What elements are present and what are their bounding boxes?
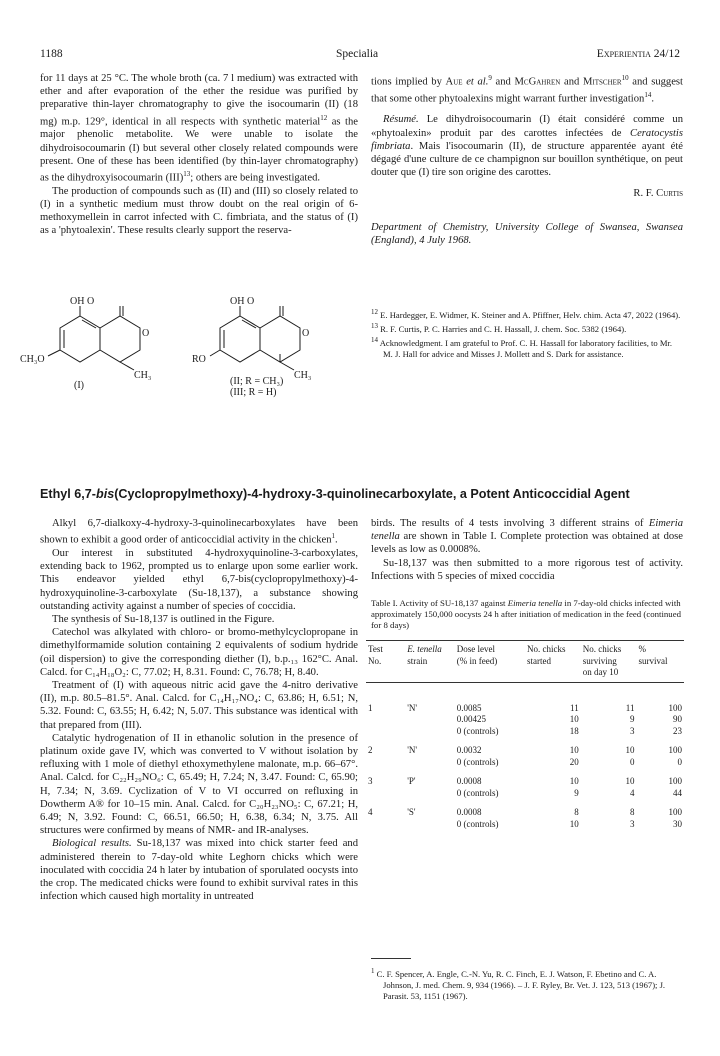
chemical-structures [20, 296, 350, 398]
structure-1-right-group: CH₃ [134, 370, 152, 381]
structure-1-top-label: OH O [70, 296, 95, 307]
paragraph: Treatment of (I) with aqueous nitric acid gave the 4-nitro derivative (II), m.p. 80.5–81.5°. Anal. Calcd. for C₁₄H₁₇NO₄: C, 63.86; H, 6.51; N, 5.32. Found: C, 63.55; H, 6.42; N, 5.07. This substance was identical with that prepared from (III). [40, 679, 358, 731]
table-row: 4 'S' 0.0008 0 (controls) 8 10 8 3 100 30 [368, 807, 682, 829]
table-row: 3 'P' 0.0008 0 (controls) 10 9 10 4 100 44 [368, 776, 682, 798]
structure-2 [210, 306, 300, 370]
journal-issue: Experientia 24/12 [596, 48, 680, 60]
affiliation: Department of Chemistry, University College of Swansea, Swansea (England), 4 July 1968. [371, 221, 683, 246]
table-row: 1 'N' 0.0085 0.00425 0 (controls) 11 10 18 11 9 3 100 90 23 [368, 702, 682, 736]
table-caption: Table I. Activity of SU-18,137 against Eimeria tenella in 7-day-old chicks infected with approximately 150,000 oocysts 24 h after initiation of medication in the feed (continued for 8 days) [371, 598, 682, 630]
bottom-left-column [40, 517, 358, 903]
structure-1-left-group: CH₃O [20, 354, 45, 365]
article-title: Ethyl 6,7-bis(Cyclopropylmethoxy)-4-hydroxy-3-quinolinecarboxylate, a Potent Anticoccidial Agent [40, 487, 630, 501]
footnote-1: $^1$ C. F. Spencer, A. Engle, C.-N. Yu, R. C. Finch, E. J. Watson, F. Ebetino and C. A. Johnson, J. med. Chem. 9, 934 (1966). – J. F. Ryley, Br. Vet. J. 123, 513 (1967); J. Parasit. 53, 1151 (1967). [371, 967, 666, 1001]
data-table [366, 640, 684, 830]
structure-2-left-group: RO [192, 354, 206, 365]
author: R. F. Curtis [633, 188, 683, 200]
structure-1-ring-oxygen: O [142, 328, 150, 339]
bottom-right-column [371, 517, 683, 583]
structure-1-label: (I) [74, 380, 84, 391]
structure-2-right-group: CH₃ [294, 370, 312, 381]
paragraph: Our interest in substituted 4-hydroxyquinoline-3-carboxylates, extending back to 1962, prompted us to enlarge upon some earlier work. This endeavor yielded ethyl 6,7-bis(cyclopropylmethoxy)-4-hydroxyquinoline-3-carboxylate (Su-18,137), a substance showing outstanding activity against a number of species of coccidia. [40, 547, 358, 612]
table-row: 2 'N' 0.0032 0 (controls) 10 20 10 0 100 0 [368, 745, 682, 767]
reference-12: $^{12}$ E. Hardegger, E. Widmer, K. Steiner and A. Pfiffner, Helv. chim. Acta 47, 2022 (1964). [371, 308, 681, 320]
structure-2-top-label: OH O [230, 296, 255, 307]
paragraph: for 11 days at 25 °C. The whole broth (ca. 7 l medium) was extracted with ether and after evaporation of the ether the residue was purified by preparative thin-layer chromatography to give the isocoumarin (II) (18 mg) m.p. 129°, identical in all respects with synthetic material$^{12}$ as the major phenolic metabolite. We were unable to isolate the dihydroisocoumarin (I) but several other closely related compounds were present. One of these has been identified (by thin-layer chromatography) as the dihydroxyisocoumarin (III)$^{13}$; others are being investigated. [40, 73, 358, 184]
paragraph: Biological results. Su-18,137 was mixed into chick starter feed and administered therein to 7-day-old white Leghorn chicks which were inoculated with coccidia 24 h later by intubation of sporulated oocysts into the crop. The medicated chicks were found to exhibit survival rates in this infection which caused high mortality in untreated [40, 838, 359, 903]
paragraph: The production of compounds such as (II) and (III) so closely related to (I) in a synthetic medium must throw doubt on the real origin of 6-methoxymellein in carrot infected with C. fimbriata, and the status of (I) as a 'phytoalexin'. These results clearly support the reserva- [40, 185, 358, 237]
paragraph: Catechol was alkylated with chloro- or bromo-methylcyclopropane in dimethylformamide solution containing 2 equivalents of sodium hydride (oil dispersion) to give the corresponding diether (I), b.p.₁₃ 162°C. Anal. Calcd. for C₁₄H₁₈O₂: C, 77.02; H, 8.31. Found: C, 76.78; H, 8.40. [40, 627, 358, 678]
paragraph: tions implied by Aue et al.$^9$ and McGahren and Mitscher$^{10}$ and suggest that some other phytoalexins might warrant further investigation$^{14}$. [371, 74, 683, 105]
reference-14: $^{14}$ Acknowledgment. I am grateful to Prof. C. H. Hassall for laboratory facilities, to Mr. M. J. Hall for advice and Misses J. Mollett and S. Dark for assistance. [371, 335, 673, 359]
section-name: Specialia [336, 48, 379, 60]
top-right-column [371, 72, 683, 247]
references-top [371, 307, 683, 360]
paragraph: Alkyl 6,7-dialkoxy-4-hydroxy-3-quinolinecarboxylates have been shown to exhibit a good order of anticoccidial activity in the chicken$^1$. [40, 518, 358, 546]
top-left-column [40, 72, 358, 238]
structure-2-ring-oxygen: O [302, 328, 310, 339]
page-number: 1188 [40, 48, 63, 60]
paragraph: The synthesis of Su-18,137 is outlined in the Figure. [52, 613, 275, 625]
footnote-rule [371, 958, 411, 959]
table-header-row: Test No. E. tenella strain Dose level (% in feed) No. chicks started No. chicks surviving on day 10 % survival [368, 644, 668, 677]
structure-2-label-2: (III; R = H) [230, 387, 277, 398]
resume-paragraph: Résumé. Le dihydroisocoumarin (I) était considéré comme un «phytoalexin» produit par des carottes infectées de Ceratocystis fimbriata. Mais l'isocoumarin (II), de structure apparentée ayant été dégagé d'une culture de ce champignon sur bouillon synthétique, on peut douter que (I) tire son origine des carottes. [371, 114, 683, 179]
structure-2-label-1: (II; R = CH₃) [230, 376, 284, 387]
paragraph: Su-18,137 was then submitted to a more rigorous test of activity. Infections with 5 species of mixed coccidia [371, 557, 683, 582]
structure-1 [48, 306, 140, 370]
paragraph: Catalytic hydrogenation of II in ethanolic solution in the presence of platinum oxide gave IV, which was converted to V without isolation by refluxing with 1 mole of diethyl ethoxymethylene malonate, m.p. 66–67°. Anal. Calcd. for C₂₂H₂₉NO₆: C, 65.49; H, 7.24; N, 3.47. Found: C, 65.90; H, 7.34; N, 3.69. Cyclization of V to VI occurred on refluxing in Dowtherm A® for 10–15 min. Anal. Calcd. for C₂₀H₂₃NO₅: C, 67.21; H, 6.49; N, 3.92. Found: C, 66.51, 66.50; H, 6.38, 6.34; N, 3.75. All structures were confirmed by means of NMR- and IR-analyses. [40, 732, 358, 837]
reference-13: $^{13}$ R. F. Curtis, P. C. Harries and C. H. Hassall, J. chem. Soc. 5382 (1964). [371, 321, 627, 334]
paragraph: birds. The results of 4 tests involving 3 different strains of Eimeria tenella are shown in Table I. Complete protection was obtained at dose levels as low as 0.0008%. [371, 518, 683, 556]
